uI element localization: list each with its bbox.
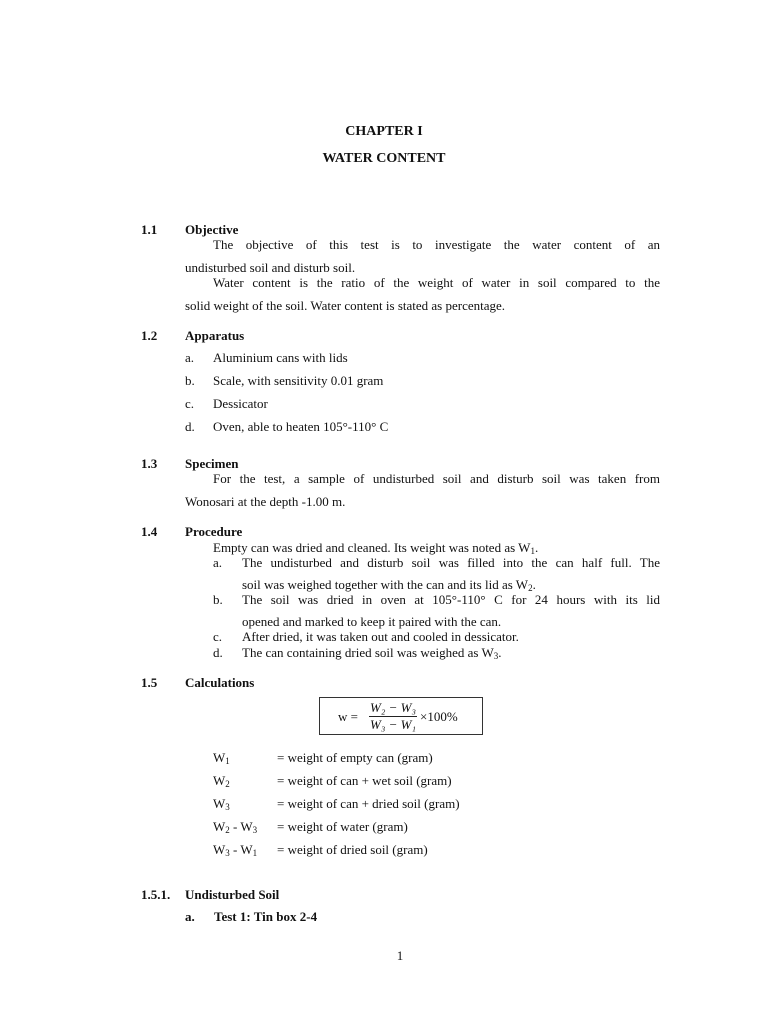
paragraph-line: Water content is the ratio of the weight of water in soil compared to the (213, 275, 660, 290)
paragraph-line: solid weight of the soil. Water content is stated as percentage. (185, 298, 506, 313)
subsection-number: 1.5.1. (141, 887, 171, 902)
section-heading: Specimen (185, 456, 239, 471)
variable-symbol: $W_3 - W_1$ (213, 842, 258, 858)
variable-symbol: $W_1$ (213, 750, 230, 766)
list-marker: c. (185, 396, 195, 411)
variable-definition: = weight of can + wet soil (gram) (277, 773, 452, 788)
section-heading: Procedure (185, 524, 243, 539)
variable-definition: = weight of can + dried soil (gram) (277, 796, 460, 811)
paragraph-line: Wonosari at the depth -1.00 m. (185, 494, 346, 509)
section-heading: Calculations (185, 675, 255, 690)
list-item: Aluminium cans with lids (213, 350, 348, 365)
list-item: Scale, with sensitivity 0.01 gram (213, 373, 384, 388)
formula-numerator: W₂ − W₃ (370, 700, 416, 715)
procedure-step: The undisturbed and disturb soil was filled into the can half full. The (242, 555, 660, 570)
paragraph-line: undisturbed soil and disturb soil. (185, 260, 356, 275)
list-marker: a. (185, 350, 195, 365)
page-number: 1 (396, 948, 404, 963)
variable-definition: = weight of water (gram) (277, 819, 408, 834)
list-marker: d. (213, 645, 223, 660)
variable-definition: = weight of dried soil (gram) (277, 842, 428, 857)
formula-denominator: W₃ − W₁ (370, 717, 416, 732)
list-marker: b. (185, 373, 195, 388)
chapter-title: WATER CONTENT (322, 151, 446, 166)
section-number: 1.4 (141, 524, 158, 539)
procedure-step-cont: opened and marked to keep it paired with the can. (242, 614, 502, 629)
list-marker: d. (185, 419, 195, 434)
subsection-heading: Undisturbed Soil (185, 887, 280, 902)
list-item: Oven, able to heaten 105°-110° C (213, 419, 389, 434)
variable-symbol: $W_3$ (213, 796, 230, 812)
procedure-intro: Empty can was dried and cleaned. Its weight was noted as $W_1$. (213, 540, 539, 556)
water-content-formula (319, 697, 483, 735)
section-heading: Objective (185, 222, 239, 237)
formula-lhs: w = (338, 709, 358, 724)
paragraph-line: The objective of this test is to investigate the water content of an (213, 237, 660, 252)
list-marker: a. (213, 555, 223, 570)
chapter-heading: CHAPTER I (345, 124, 423, 139)
variable-definition: = weight of empty can (gram) (277, 750, 433, 765)
section-number: 1.5 (141, 675, 158, 690)
list-item: Dessicator (213, 396, 268, 411)
list-marker: c. (213, 629, 223, 644)
procedure-step: The can containing dried soil was weighed as $W_3$. (242, 645, 502, 661)
section-number: 1.2 (141, 328, 158, 343)
list-marker: a. (185, 909, 195, 924)
variable-symbol: $W_2 - W_3$ (213, 819, 258, 835)
section-number: 1.3 (141, 456, 158, 471)
list-marker: b. (213, 592, 223, 607)
procedure-step-cont: soil was weighed together with the can and its lid as $W_2$. (242, 577, 536, 593)
variable-symbol: $W_2$ (213, 773, 230, 789)
test-heading: Test 1: Tin box 2-4 (214, 909, 318, 924)
formula-fraction (368, 700, 418, 733)
section-heading: Apparatus (185, 328, 245, 343)
procedure-step: After dried, it was taken out and cooled in dessicator. (242, 629, 519, 644)
paragraph-line: For the test, a sample of undisturbed soil and disturb soil was taken from (213, 471, 660, 486)
procedure-step: The soil was dried in oven at 105°-110° C for 24 hours with its lid (242, 592, 660, 607)
section-number: 1.1 (141, 222, 158, 237)
formula-tail: ×100% (420, 709, 458, 724)
